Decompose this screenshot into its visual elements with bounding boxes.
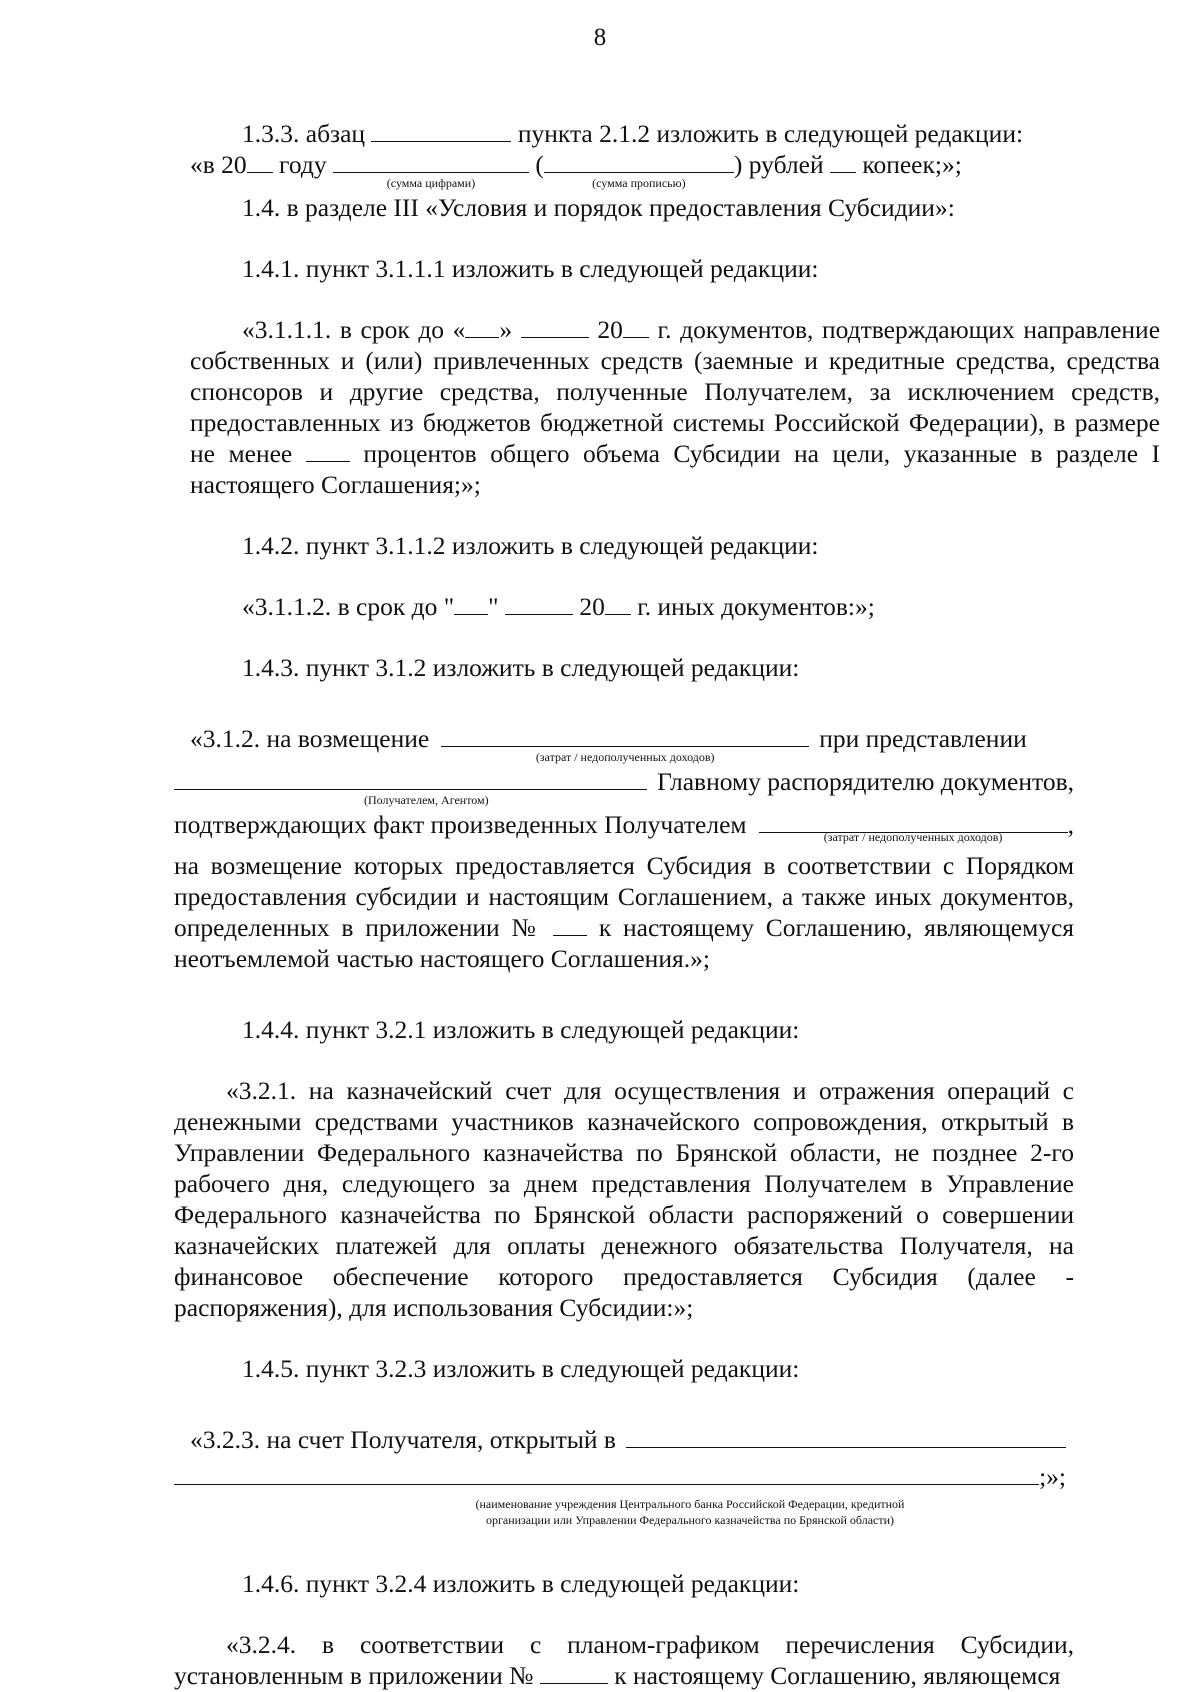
caption-bank-name — [340, 1496, 1040, 1528]
blank-year[interactable] — [605, 592, 631, 615]
paragraph-3-2-1: «3.2.1. на казначейский счет для осуществления и отражения операций с денежными средствами участников казначейского сопровождения, открытый в Управлении Федерального казначейства по Брянской области, не позднее 2-го рабочего дня, следующего за днем представления Получателем в Управление Федерального казначейства по Брянской области распоряжений о совершении казначейских платежей для оплаты денежного обязательства Получателя, на финансовое обеспечение которого предоставляется Субсидия (далее - распоряжения), для использования Субсидии:»; — [174, 1076, 1074, 1322]
text-fragment: при представлении — [819, 724, 1027, 753]
text-fragment: к настоящему Соглашению, являющемуся неотъемлемой частью настоящего Соглашения.»; — [174, 913, 1075, 973]
blank-day[interactable] — [454, 592, 488, 615]
document-body — [174, 118, 1161, 1691]
text-fragment: «3.1.2. на возмещение — [190, 724, 430, 753]
paragraph-1-4-1: 1.4.1. пункт 3.1.1.1 изложить в следующей редакции: — [242, 254, 819, 283]
blank-appendix-number[interactable] — [540, 1661, 608, 1684]
text-fragment: " — [488, 592, 499, 621]
text-fragment: к настоящему Соглашению, являющемся — [614, 1661, 1061, 1690]
text-fragment: 1.3.3. абзац — [242, 119, 366, 148]
blank-sum-digits[interactable] — [333, 150, 529, 190]
paragraph-1-4-6: 1.4.6. пункт 3.2.4 изложить в следующей редакции: — [242, 1569, 800, 1598]
blank-day[interactable] — [465, 315, 499, 338]
blank-recipient-agent[interactable] — [174, 767, 647, 807]
paragraph-1-3-3-line1 — [190, 118, 1160, 149]
blank-field[interactable] — [371, 119, 511, 142]
text-fragment: «3.2.3. на счет Получателя, открытый в — [190, 1425, 616, 1454]
text-fragment: ;»; — [1039, 1462, 1066, 1491]
paragraph-1-4: 1.4. в разделе III «Условия и порядок предоставления Субсидии»: — [242, 193, 955, 222]
blank-costs-fact[interactable] — [759, 810, 1068, 844]
paragraph-1-3-3-line2 — [190, 149, 1160, 190]
paragraph-3-1-2 — [174, 723, 1160, 974]
text-fragment: «3.2.4. в соответствии с планом-графиком перечисления Субсидии, установленным в приложении № — [174, 1630, 1074, 1690]
text-fragment: » — [499, 315, 513, 344]
page-number: 8 — [593, 24, 607, 51]
text-fragment: подтверждающих факт произведенных Получателем — [174, 810, 747, 839]
blank-bank-name[interactable] — [626, 1425, 1066, 1448]
paragraph-3-2-4 — [174, 1629, 1074, 1691]
paragraph-3-2-3-line1 — [190, 1424, 1066, 1455]
caption-sum-words: (сумма прописью) — [592, 176, 686, 190]
blank-year[interactable] — [247, 150, 273, 173]
blank-sum-words[interactable] — [544, 150, 734, 190]
paragraph-1-4-2: 1.4.2. пункт 3.1.1.2 изложить в следующей редакции: — [242, 531, 819, 560]
text-fragment: 20 — [579, 592, 605, 621]
text-fragment: году — [279, 150, 327, 179]
text-fragment: «в 20 — [190, 150, 247, 179]
paragraph-3-1-2-line2 — [174, 766, 1074, 807]
caption-costs: (затрат / недополученных доходов) — [535, 750, 715, 764]
blank-costs[interactable] — [441, 724, 809, 764]
paragraph-1-4-5: 1.4.5. пункт 3.2.3 изложить в следующей редакции: — [242, 1354, 800, 1383]
text-fragment: Главному распорядителю документов, — [657, 767, 1074, 796]
text-fragment: на возмещение которых предоставляется Субсидия в соответствии с Порядком предоставления субсидии и настоящим Соглашением, а также иных документов, определенных в приложении № — [174, 851, 1074, 942]
paragraph-3-1-2-line3 — [174, 809, 1074, 844]
caption-line: организации или Управлении Федерального казначейства по Брянской области) — [485, 1513, 895, 1527]
caption-line: (наименование учреждения Центрального банка Российской Федерации, кредитной — [475, 1497, 905, 1511]
caption-sum-digits: (сумма цифрами) — [386, 176, 476, 190]
text-fragment: пункта 2.1.2 изложить в следующей редакции: — [517, 119, 1024, 148]
paragraph-1-4-3: 1.4.3. пункт 3.1.2 изложить в следующей редакции: — [242, 653, 800, 682]
text-fragment: процентов общего объема Субсидии на цели, указанные в разделе I настоящего Соглашения;»; — [190, 439, 1161, 499]
paragraph-1-4-4: 1.4.4. пункт 3.2.1 изложить в следующей редакции: — [242, 1015, 800, 1044]
text-fragment: 20 — [597, 315, 623, 344]
blank-month[interactable] — [505, 592, 573, 615]
blank-month[interactable] — [521, 315, 589, 338]
caption-costs-fact: (затрат / недополученных доходов) — [823, 830, 1003, 844]
paragraph-3-1-2-rest — [174, 850, 1074, 974]
text-fragment: «3.1.1.2. в срок до " — [242, 592, 455, 621]
text-fragment: копеек;»; — [862, 150, 962, 179]
text-fragment: г. иных документов:»; — [637, 592, 875, 621]
paragraph-3-2-3 — [190, 1424, 1160, 1528]
paragraph-3-2-3-line2 — [174, 1461, 1066, 1492]
text-fragment: ( — [535, 150, 544, 179]
blank-year[interactable] — [623, 315, 649, 338]
blank-percent[interactable] — [306, 439, 350, 462]
blank-bank-name-cont[interactable] — [174, 1462, 1039, 1485]
text-fragment: ) рублей — [733, 150, 824, 179]
text-fragment: «3.1.1.1. в срок до « — [242, 315, 466, 344]
paragraph-3-1-1-1 — [190, 314, 1160, 500]
caption-recipient-agent: (Получателем, Агентом) — [364, 793, 489, 807]
text-fragment: , — [1067, 810, 1074, 839]
text-fragment: г. документов, подтверждающих направление собственных и (или) привлеченных средств (заемные и кредитные средства, средства спонсоров и другие средства, полученные Получателем, за исключением средств, предоставленных из бюджетов бюджетной системы Российской Федерации), в размере не менее — [190, 315, 1161, 468]
paragraph-3-1-1-2 — [190, 591, 1160, 622]
blank-appendix-number[interactable] — [553, 913, 587, 936]
blank-kopecks[interactable] — [830, 150, 856, 173]
paragraph-3-1-2-line1 — [190, 723, 1160, 764]
